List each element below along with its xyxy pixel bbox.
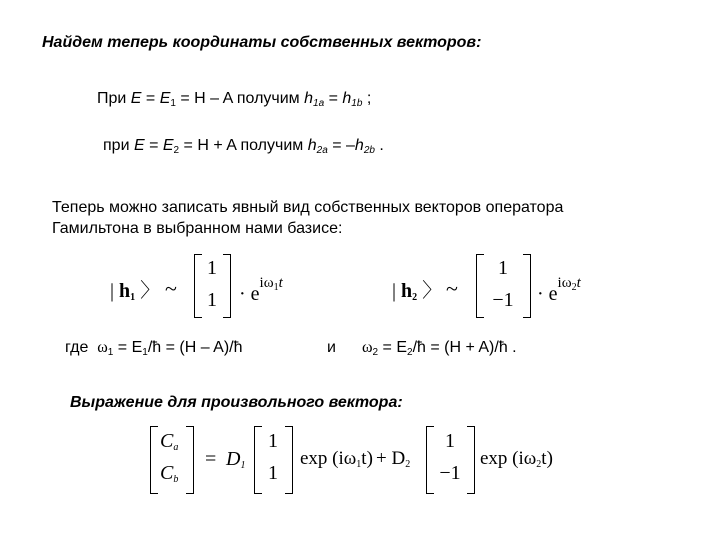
right-bracket xyxy=(223,254,231,318)
tilde-1: ~ xyxy=(165,276,177,301)
vector-entry: −1 xyxy=(439,462,461,484)
coefficient-cb: $C_b$ xyxy=(160,462,179,485)
exponential-2: $\exp (i\omega_2t)$ xyxy=(480,448,553,470)
tilde-2: ~ xyxy=(446,276,458,301)
coefficient-d1: $D_1$ xyxy=(226,448,246,471)
vector-entry: 1 xyxy=(207,289,217,311)
eigen-condition-2: при $E = E_2 = H + A$ получим $h_{2a} = -h_{2b}$ . xyxy=(103,137,384,156)
conjunction: и xyxy=(327,339,336,356)
right-bracket xyxy=(523,254,531,318)
ket-1: | $h_1$ 〉 xyxy=(110,280,161,303)
paragraph: Теперь можно записать явный вид собственных векторов оператора Гамильтона в выбранном нами базисе: xyxy=(52,199,564,237)
equals-sign: = xyxy=(205,448,217,470)
right-bracket xyxy=(186,426,194,494)
vector-entry: −1 xyxy=(492,289,514,311)
ket-2: | $h_2$ 〉 xyxy=(392,280,443,303)
right-bracket xyxy=(467,426,475,494)
vector-entry: 1 xyxy=(207,257,217,279)
coefficient-d2: + $D_2$ xyxy=(376,448,411,470)
left-bracket xyxy=(150,426,158,494)
eigen-condition-1: При $E = E_1 = H - A$ получим $h_{1a} = h_{1b}$ ; xyxy=(97,90,372,109)
vector-entry: 1 xyxy=(498,257,508,279)
exponential-1: $\exp (i\omega_1t)$ xyxy=(300,448,373,470)
where-omega-1: где $\omega_1$ = $E_1/ħ = (H$ – A)/ħ xyxy=(65,339,243,358)
heading-arbitrary-vector: Выражение для произвольного вектора: xyxy=(70,394,403,411)
exponent-2: · $e^{i\omega_2t}$ xyxy=(537,275,581,305)
vector-entry: 1 xyxy=(268,430,278,452)
vector-entry: 1 xyxy=(445,430,455,452)
vector-entry: 1 xyxy=(268,462,278,484)
coefficient-ca: $C_a$ xyxy=(160,430,179,453)
heading: Найдем теперь координаты собственных векторов: xyxy=(42,34,482,51)
exponent-1: · $e^{i\omega_1t}$ xyxy=(239,275,283,305)
right-bracket xyxy=(285,426,293,494)
where-omega-2: $\omega_2$ = $E_2/ħ = (H$ + A)/ħ . xyxy=(362,339,517,358)
